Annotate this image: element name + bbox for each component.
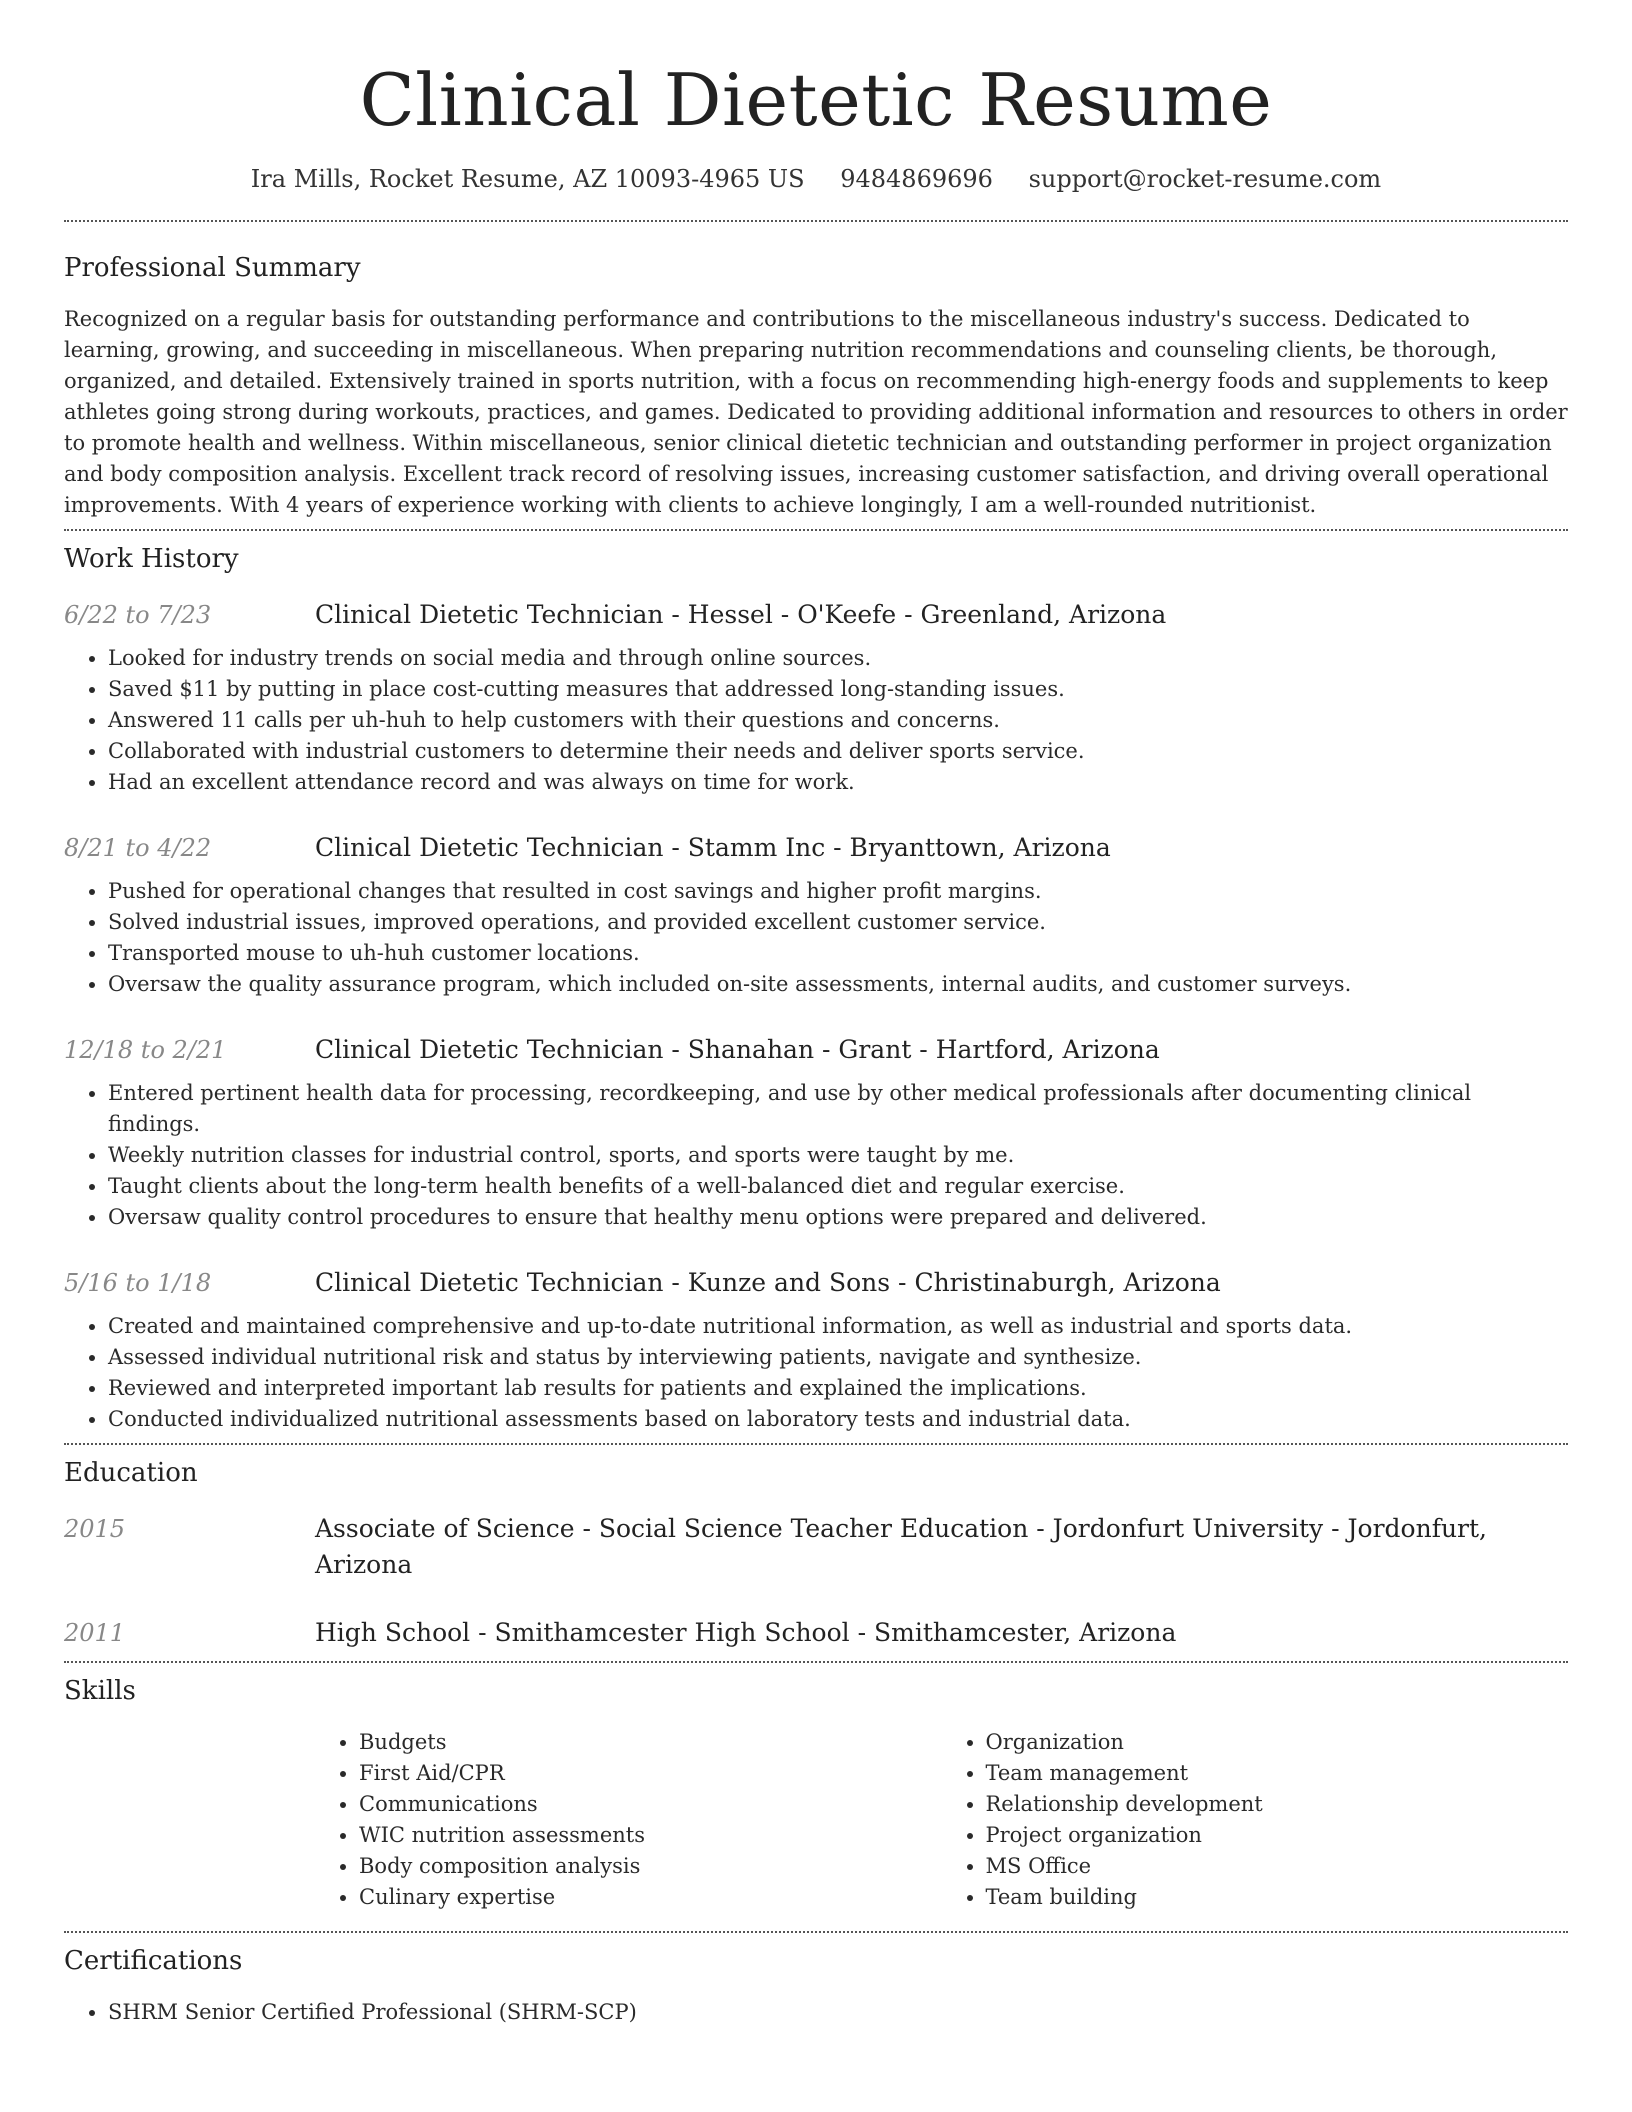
education-entry — [64, 1511, 1568, 1583]
education-title: High School - Smithamcester High School - Smithamcester, Arizona — [315, 1618, 1177, 1647]
certification-item: • SHRM Senior Certified Professional (SHRM-SCP) — [108, 1997, 1568, 2028]
resume-title: Clinical Dietetic Resume — [359, 58, 1273, 142]
job-bullet: • Created and maintained comprehensive and up-to-date nutritional information, as well as industrial and sports data. — [108, 1311, 1568, 1342]
job-entry — [64, 1265, 1568, 1435]
job-bullet: • Saved $11 by putting in place cost-cutting measures that addressed long-standing issues. — [108, 674, 1568, 705]
job-bullet: • Had an excellent attendance record and was always on time for work. — [108, 767, 1568, 798]
contact-address: Ira Mills, Rocket Resume, AZ 10093-4965 US — [250, 165, 805, 193]
job-bullet: • Reviewed and interpreted important lab results for patients and explained the implications. — [108, 1373, 1568, 1404]
job-bullet: • Entered pertinent health data for processing, recordkeeping, and use by other medical professionals after documenting clinical findings. — [108, 1078, 1568, 1140]
job-bullet: • Oversaw the quality assurance program, which included on-site assessments, internal audits, and customer surveys. — [108, 969, 1568, 1000]
job-bullet: • Transported mouse to uh-huh customer locations. — [108, 938, 1568, 969]
certifications-section — [64, 1943, 1568, 2028]
contact-phone: 9484869696 — [840, 165, 993, 193]
divider — [64, 1443, 1568, 1445]
job-dates: 8/21 to 4/22 — [64, 834, 212, 862]
job-bullets — [64, 643, 1568, 798]
job-title: Clinical Dietetic Technician - Hessel - O'Keefe - Greenland, Arizona — [315, 600, 1167, 629]
work-history-section — [64, 541, 1568, 1435]
job-title: Clinical Dietetic Technician - Shanahan - Grant - Hartford, Arizona — [315, 1035, 1160, 1064]
job-entry — [64, 597, 1568, 798]
skills-section — [64, 1673, 1568, 1913]
education-title: Associate of Science - Social Science Teacher Education - Jordonfurt University - Jordonfurt, Arizona — [315, 1514, 1487, 1579]
job-bullet: • Weekly nutrition classes for industrial control, sports, and sports were taught by me. — [108, 1140, 1568, 1171]
education-entry — [64, 1615, 1568, 1651]
job-entry — [64, 830, 1568, 1000]
summary-text: Recognized on a regular basis for outstanding performance and contributions to the miscellaneous industry's success. Dedicated to learning, growing, and succeeding in miscellaneous. When preparing nutrition recommendations and counseling clients, be thorough, organized, and detailed. Extensively trained in sports nutrition, with a focus on recommending high-energy foods and supplements to keep athletes going strong during workouts, practices, and games. Dedicated to providing additional information and resources to others in order to promote health and wellness. Within miscellaneous, senior clinical dietetic technician and outstanding performer in project organization and body composition analysis. Excellent track record of resolving issues, increasing customer satisfaction, and driving overall operational improvements. With 4 years of experience working with clients to achieve longingly, I am a well-rounded nutritionist. — [64, 307, 1568, 517]
skill-item: • Relationship development — [986, 1789, 1569, 1820]
divider — [64, 529, 1568, 531]
skill-item: • Body composition analysis — [359, 1851, 942, 1882]
skill-item: • First Aid/CPR — [359, 1758, 942, 1789]
education-year: 2011 — [64, 1619, 126, 1647]
certifications-list — [64, 1997, 1568, 2028]
skill-item: • Culinary expertise — [359, 1882, 942, 1913]
job-bullet: • Collaborated with industrial customers to determine their needs and deliver sports service. — [108, 736, 1568, 767]
job-bullets — [64, 1078, 1568, 1233]
job-bullet: • Looked for industry trends on social media and through online sources. — [108, 643, 1568, 674]
education-section — [64, 1455, 1568, 1651]
job-bullets — [64, 876, 1568, 1000]
section-heading-skills: Skills — [64, 1676, 136, 1706]
skill-item: • Organization — [986, 1727, 1569, 1758]
section-heading-certifications: Certifications — [64, 1946, 243, 1976]
job-bullet: • Assessed individual nutritional risk and status by interviewing patients, navigate and synthesize. — [108, 1342, 1568, 1373]
job-bullet: • Taught clients about the long-term health benefits of a well-balanced diet and regular exercise. — [108, 1171, 1568, 1202]
skills-list-left — [315, 1727, 942, 1913]
skill-item: • MS Office — [986, 1851, 1569, 1882]
job-entry — [64, 1032, 1568, 1233]
job-title: Clinical Dietetic Technician - Stamm Inc - Bryanttown, Arizona — [315, 833, 1111, 862]
skill-item: • WIC nutrition assessments — [359, 1820, 942, 1851]
skill-item: • Budgets — [359, 1727, 942, 1758]
job-bullet: • Answered 11 calls per uh-huh to help customers with their questions and concerns. — [108, 705, 1568, 736]
job-bullet: • Pushed for operational changes that resulted in cost savings and higher profit margins. — [108, 876, 1568, 907]
job-dates: 5/16 to 1/18 — [64, 1269, 212, 1297]
contact-line — [64, 162, 1568, 196]
skills-grid — [315, 1727, 1568, 1913]
skill-item: • Team management — [986, 1758, 1569, 1789]
contact-email[interactable]: support@rocket-resume.com — [1028, 165, 1382, 193]
job-dates: 6/22 to 7/23 — [64, 601, 212, 629]
divider — [64, 1931, 1568, 1933]
summary-section — [64, 240, 1568, 521]
section-heading-summary: Professional Summary — [64, 253, 361, 283]
skill-item: • Team building — [986, 1882, 1569, 1913]
divider — [64, 220, 1568, 222]
job-bullet: • Conducted individualized nutritional assessments based on laboratory tests and industrial data. — [108, 1404, 1568, 1435]
skill-item: • Project organization — [986, 1820, 1569, 1851]
education-year: 2015 — [64, 1515, 126, 1543]
section-heading-education: Education — [64, 1458, 198, 1488]
job-bullets — [64, 1311, 1568, 1435]
skill-item: • Communications — [359, 1789, 942, 1820]
section-heading-work-history: Work History — [64, 544, 239, 574]
job-title: Clinical Dietetic Technician - Kunze and Sons - Christinaburgh, Arizona — [315, 1268, 1221, 1297]
divider — [64, 1661, 1568, 1663]
skills-list-right — [942, 1727, 1569, 1913]
job-dates: 12/18 to 2/21 — [64, 1036, 227, 1064]
job-bullet: • Solved industrial issues, improved operations, and provided excellent customer service. — [108, 907, 1568, 938]
job-bullet: • Oversaw quality control procedures to ensure that healthy menu options were prepared and delivered. — [108, 1202, 1568, 1233]
